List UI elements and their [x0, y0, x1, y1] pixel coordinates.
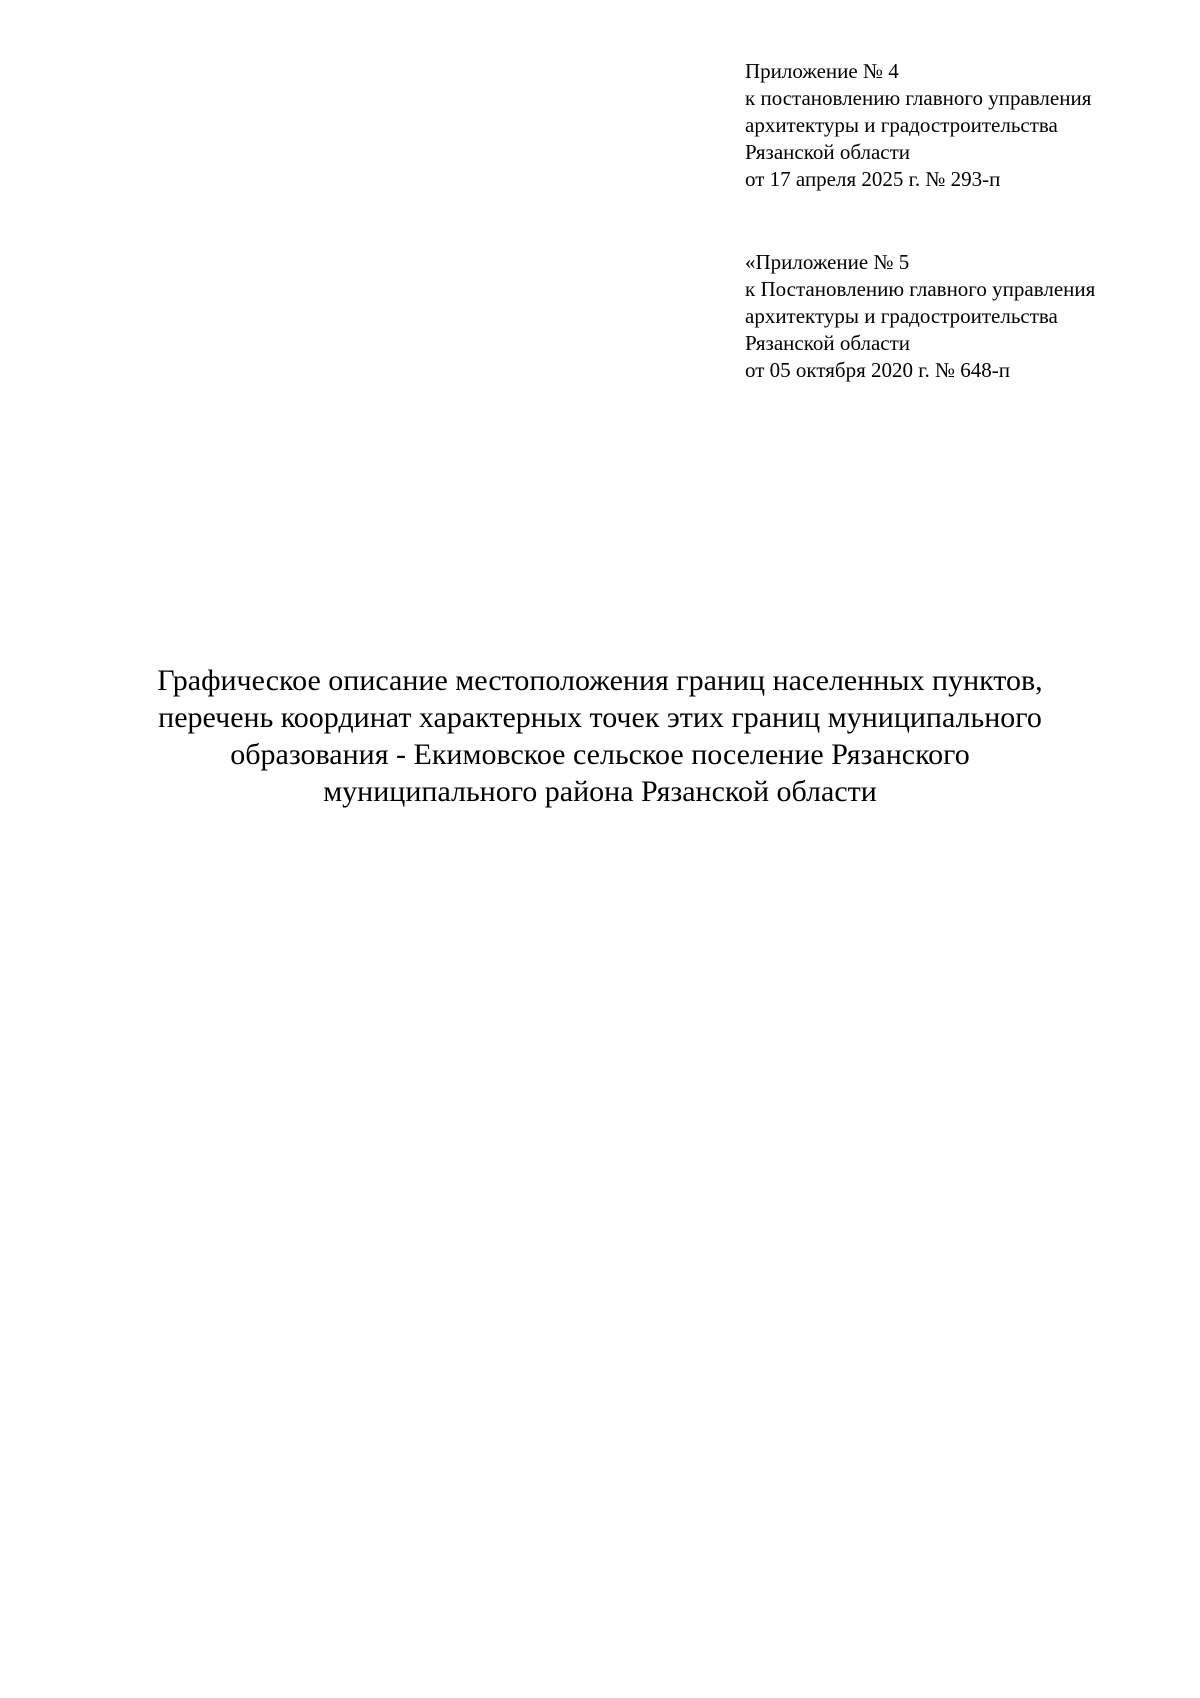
appendix-current-line-5: от 17 апреля 2025 г. № 293-п [745, 167, 1001, 191]
appendix-amended-line-1: «Приложение № 5 [745, 250, 910, 274]
appendix-current-line-1: Приложение № 4 [745, 59, 899, 83]
title-line-3: образования - Екимовское сельское поселение Рязанского [230, 738, 970, 771]
appendix-current-line-3: архитектуры и градостроительства [745, 113, 1058, 137]
appendix-header-amended [745, 249, 1165, 384]
appendix-current-line-4: Рязанской области [745, 140, 911, 164]
appendix-amended-line-3: архитектуры и градостроительства [745, 304, 1058, 328]
title-line-2: перечень координат характерных точек этих границ муниципального [158, 701, 1042, 734]
appendix-header-current [745, 58, 1165, 193]
title-line-4: муниципального района Рязанской области [323, 775, 877, 808]
appendix-current-line-2: к постановлению главного управления [745, 86, 1092, 110]
title-line-1: Графическое описание местоположения границ населенных пунктов, [157, 664, 1043, 697]
appendix-amended-line-5: от 05 октября 2020 г. № 648-п [745, 358, 1010, 382]
appendix-amended-line-4: Рязанской области [745, 331, 911, 355]
appendix-amended-line-2: к Постановлению главного управления [745, 277, 1096, 301]
document-title [60, 662, 1140, 810]
